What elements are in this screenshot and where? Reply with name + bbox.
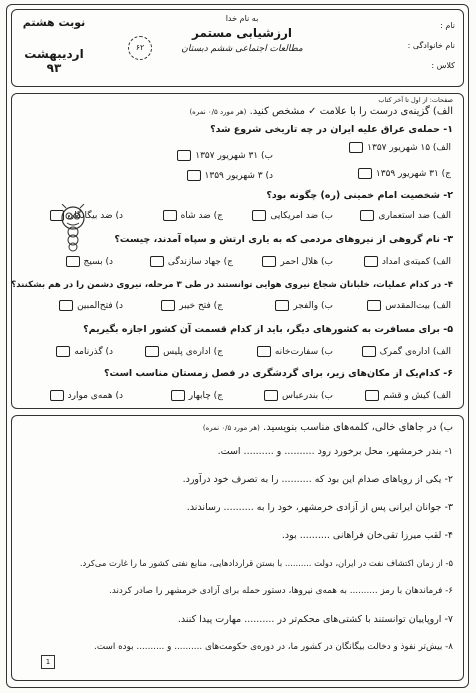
exam-date: اردیبهشت ۹۳ [24,47,84,75]
part-b-points: (هر مورد ۰/۵ نمره) [202,424,260,432]
option-2d[interactable]: د) ضد بیگانگان [50,210,123,221]
exam-title: ارزشیابی مستمر [191,26,292,40]
question-5: ۵- برای مسافرت به کشورهای دیگر، باید از کدام قسمت آن کشور اجازه بگیریم؟ [83,324,453,335]
option-3c[interactable]: ج) جهاد سازندگی [150,256,233,267]
checkbox-icon[interactable] [145,346,159,357]
fill-item-1: ۱- بندر خرمشهر، محل برخورد رود .......... و .......... است. [217,446,453,457]
badge-number: ۶۲ [128,36,152,60]
part-a-instruction: الف) گزینه‌ی درست را با علامت ✓ مشخص کنید. [249,106,453,117]
option-3b[interactable]: ب) هلال احمر [262,256,333,267]
question-2: ۲- شخصیت امام خمینی (ره) چگونه بود؟ [266,190,453,201]
option-5b[interactable]: ب) سفارت‌خانه [257,346,333,357]
section-part-b [11,415,464,681]
checkbox-icon[interactable] [257,346,271,357]
checkbox-icon[interactable] [66,256,80,267]
checkbox-icon[interactable] [367,300,381,311]
option-5a[interactable]: الف) اداره‌ی گمرک [362,346,451,357]
checkbox-icon[interactable] [252,210,266,221]
bismillah: به نام خدا [225,14,259,23]
question-6: ۶- کدام‌یک از مکان‌های زیر، برای گردشگری در فصل زمستان مناسب است؟ [104,368,453,379]
checkbox-icon[interactable] [161,300,175,311]
part-b-instruction: ب) در جاهای خالی، کلمه‌های مناسب بنویسید. [263,422,453,433]
option-6a[interactable]: الف) کیش و قشم [365,390,451,401]
subject: مطالعات اجتماعی ششم دبستان [181,44,303,54]
fill-item-2: ۲- یکی از رویاهای صدام این بود که .......... را به تصرف خود درآورد. [182,474,453,485]
option-3d[interactable]: د) بسیج [66,256,113,267]
option-1b[interactable]: ب) ۳۱ شهریور ۱۳۵۷ [177,150,273,161]
part-a-title [189,106,453,117]
class-label: کلاس : [431,61,455,70]
exam-header [11,9,464,87]
checkbox-icon[interactable] [358,168,372,179]
question-1: ۱- حمله‌ی عراق علیه ایران در چه تاریخی شروع شد؟ [210,124,453,135]
checkbox-icon[interactable] [360,210,374,221]
part-a-points: (هر مورد ۰/۵ نمره) [189,108,247,116]
option-1d[interactable]: د) ۳ شهریور ۱۳۵۹ [187,170,273,181]
option-4a[interactable]: الف) بیت‌المقدس [367,300,451,311]
checkbox-icon[interactable] [50,210,64,221]
option-2c[interactable]: ج) ضد شاه [163,210,223,221]
option-2a[interactable]: الف) ضد استعماری [360,210,451,221]
checkbox-icon[interactable] [171,390,185,401]
checkbox-icon[interactable] [275,300,289,311]
option-5d[interactable]: د) گذرنامه [56,346,113,357]
option-2b[interactable]: ب) ضد امریکایی [252,210,333,221]
checkbox-icon[interactable] [364,256,378,267]
checkbox-icon[interactable] [150,256,164,267]
checkbox-icon[interactable] [50,390,64,401]
option-4c[interactable]: ج) فتح خیبر [161,300,223,311]
exam-title-block [162,14,322,54]
checkbox-icon[interactable] [177,150,191,161]
family-label: نام خانوادگی : [407,41,455,50]
fill-item-7: ۷- اروپاییان توانستند با کشتی‌های محکم‌تر در .......... مهارت پیدا کنند. [177,614,453,625]
fill-item-6: ۶- فرماندهان با رمز .......... به همه‌ی نیروها، دستور حمله برای آزادی خرمشهر را صادر کردند. [109,586,453,596]
checkbox-icon[interactable] [349,142,363,153]
option-3a[interactable]: الف) کمیته‌ی امداد [364,256,451,267]
option-6d[interactable]: د) همه‌ی موارد [50,390,123,401]
pages-note: صفحات: از اول تا آخر کتاب [378,96,453,104]
option-4b[interactable]: ب) والفجر [275,300,333,311]
checkbox-icon[interactable] [56,346,70,357]
option-6b[interactable]: ب) بندرعباس [264,390,333,401]
exam-sheet [6,4,469,688]
option-1a[interactable]: الف) ۱۵ شهریور ۱۳۵۷ [349,142,451,153]
fill-item-5: ۵- از زمان اکتشاف نفت در ایران، دولت .......... با بستن قراردادهایی، منابع نفتی کشور ما را غارت می‌کرد. [79,558,453,568]
part-b-title [203,422,453,433]
name-label: نام : [440,21,455,30]
page-number: 1 [41,655,55,669]
option-4d[interactable]: د) فتح‌المبین [59,300,123,311]
student-info [408,16,455,76]
checkbox-icon[interactable] [59,300,73,311]
checkbox-icon[interactable] [187,170,201,181]
option-1c[interactable]: ج) ۳۱ شهریور ۱۳۵۹ [358,168,451,179]
section-part-a [11,93,464,409]
checkbox-icon[interactable] [163,210,177,221]
fill-item-3: ۳- جوانان ایرانی پس از آزادی خرمشهر، خود را به .......... رساندند. [186,502,453,513]
option-6c[interactable]: ج) چابهار [171,390,223,401]
exam-meta [18,16,90,75]
checkbox-icon[interactable] [362,346,376,357]
question-3: ۳- نام گروهی از نیروهای مردمی که به یاری ارتش و سپاه آمدند، چیست؟ [114,234,453,245]
checkbox-icon[interactable] [264,390,278,401]
option-5c[interactable]: ج) اداره‌ی پلیس [145,346,223,357]
turn-label: نوبت هشتم [22,16,86,29]
fill-item-4: ۴- لقب میرزا تقی‌خان فراهانی .......... بود. [281,530,453,541]
fill-item-8: ۸- بیش‌تر نفوذ و دخالت بیگانگان در کشور ما، در دوره‌ی حکومت‌های .......... و .......... بوده است. [94,642,453,652]
question-4: ۴- در کدام عملیات، خلبانان شجاع نیروی هوایی توانستند در طی ۳ مرحله، نیروی دشمن را در هم بشکنند؟ [11,280,453,290]
checkbox-icon[interactable] [365,390,379,401]
checkbox-icon[interactable] [262,256,276,267]
